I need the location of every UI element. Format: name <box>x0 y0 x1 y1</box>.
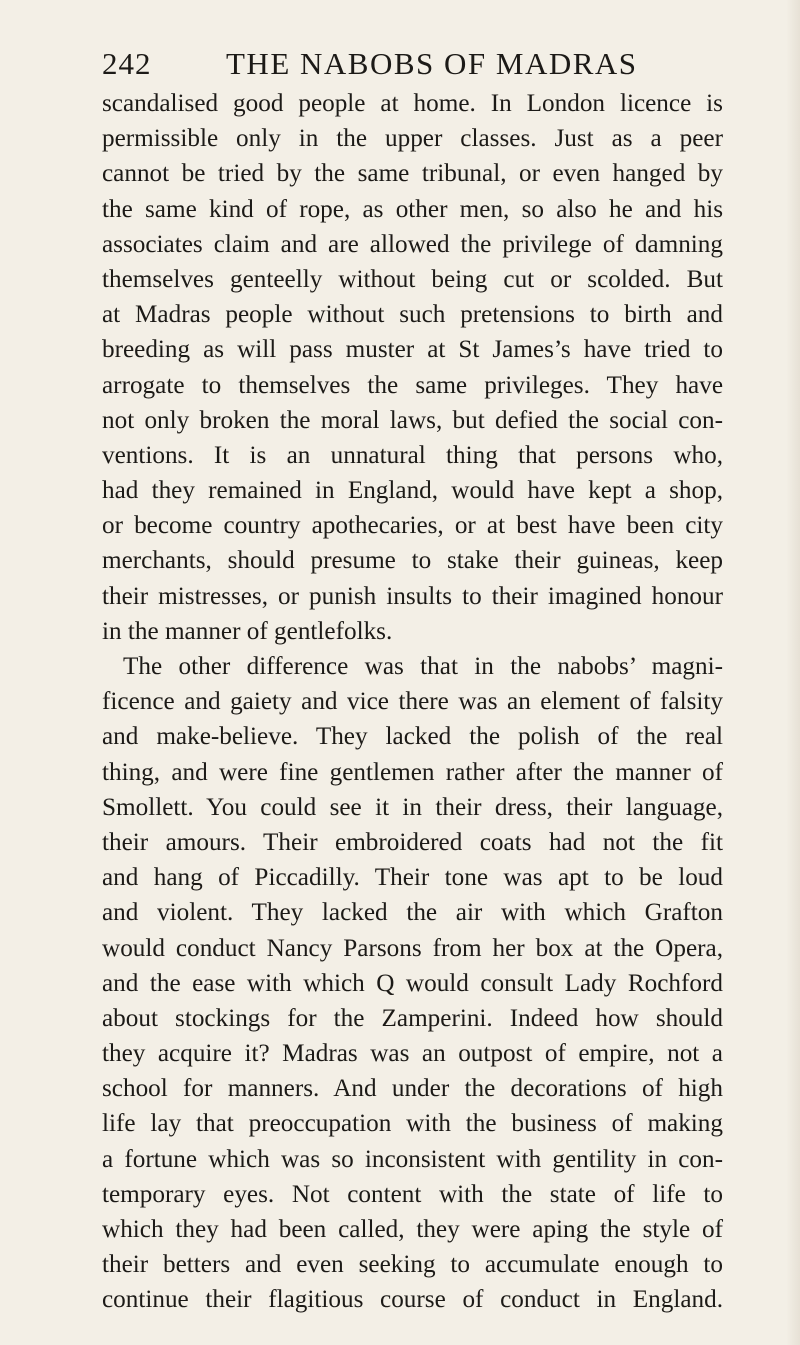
text-line: which they had been called, they were aping the style of <box>102 1216 723 1243</box>
text-line: temporary eyes. Not content with the state of life to <box>102 1180 723 1208</box>
text-line: the same kind of rope, as other men, so also he and his <box>102 195 723 223</box>
text-line: scandalised good people at home. In London licence is <box>102 90 723 117</box>
text-line: and hang of Piccadilly. Their tone was apt to be loud <box>102 864 723 892</box>
paragraph-2 <box>102 649 723 1318</box>
text-line: not only broken the moral laws, but defied the social con- <box>102 406 723 434</box>
text-line: had they remained in England, would have kept a shop, <box>102 477 723 505</box>
text-line: their amours. Their embroidered coats had not the fit <box>102 828 723 856</box>
text-line: in the manner of gentlefolks. <box>102 617 393 645</box>
text-line: themselves genteelly without being cut or scolded. But <box>102 265 723 293</box>
text-line: about stockings for the Zamperini. Indeed how should <box>102 1004 723 1032</box>
text-line: their mistresses, or punish insults to their imagined honour <box>102 582 723 610</box>
text-line: cannot be tried by the same tribunal, or even hanged by <box>102 160 723 188</box>
text-line: thing, and were fine gentlemen rather after the manner of <box>102 758 723 786</box>
text-line: permissible only in the upper classes. Just as a peer <box>102 125 723 153</box>
text-line: associates claim and are allowed the privilege of damning <box>102 230 723 258</box>
text-line: at Madras people without such pretensions to birth and <box>102 301 723 329</box>
book-title: THE NABOBS OF MADRAS <box>226 46 638 81</box>
running-head <box>102 40 722 88</box>
text-line: a fortune which was so inconsistent with gentility in con- <box>102 1145 723 1173</box>
text-line: and violent. They lacked the air with which Grafton <box>102 899 723 927</box>
text-line: breeding as will pass muster at St James’s have tried to <box>102 336 723 364</box>
text-line: they acquire it? Madras was an outpost of empire, not a <box>102 1040 723 1068</box>
text-line: The other difference was that in the nabobs’ magni- <box>123 653 723 680</box>
text-line: merchants, should presume to stake their guineas, keep <box>102 547 723 575</box>
text-line: ficence and gaiety and vice there was an element of falsity <box>102 688 723 716</box>
paragraph-1 <box>102 86 723 649</box>
page-edge-shadow <box>786 0 800 1345</box>
body-text <box>102 86 723 1318</box>
text-line: life lay that preoccupation with the business of making <box>102 1110 723 1138</box>
text-line: arrogate to themselves the same privileges. They have <box>102 371 723 399</box>
text-line: would conduct Nancy Parsons from her box at the Opera, <box>102 934 723 962</box>
text-line: and make-believe. They lacked the polish of the real <box>102 723 723 751</box>
text-line: ventions. It is an unnatural thing that persons who, <box>102 441 723 469</box>
text-line: school for manners. And under the decorations of high <box>102 1075 723 1103</box>
text-line: and the ease with which Q would consult Lady Rochford <box>102 969 723 997</box>
text-line: continue their flagitious course of conduct in England. <box>102 1286 723 1314</box>
page-number: 242 <box>102 46 152 81</box>
text-line: their betters and even seeking to accumulate enough to <box>102 1251 723 1279</box>
text-line: Smollett. You could see it in their dress, their language, <box>102 793 723 821</box>
text-line: or become country apothecaries, or at best have been city <box>102 512 723 540</box>
